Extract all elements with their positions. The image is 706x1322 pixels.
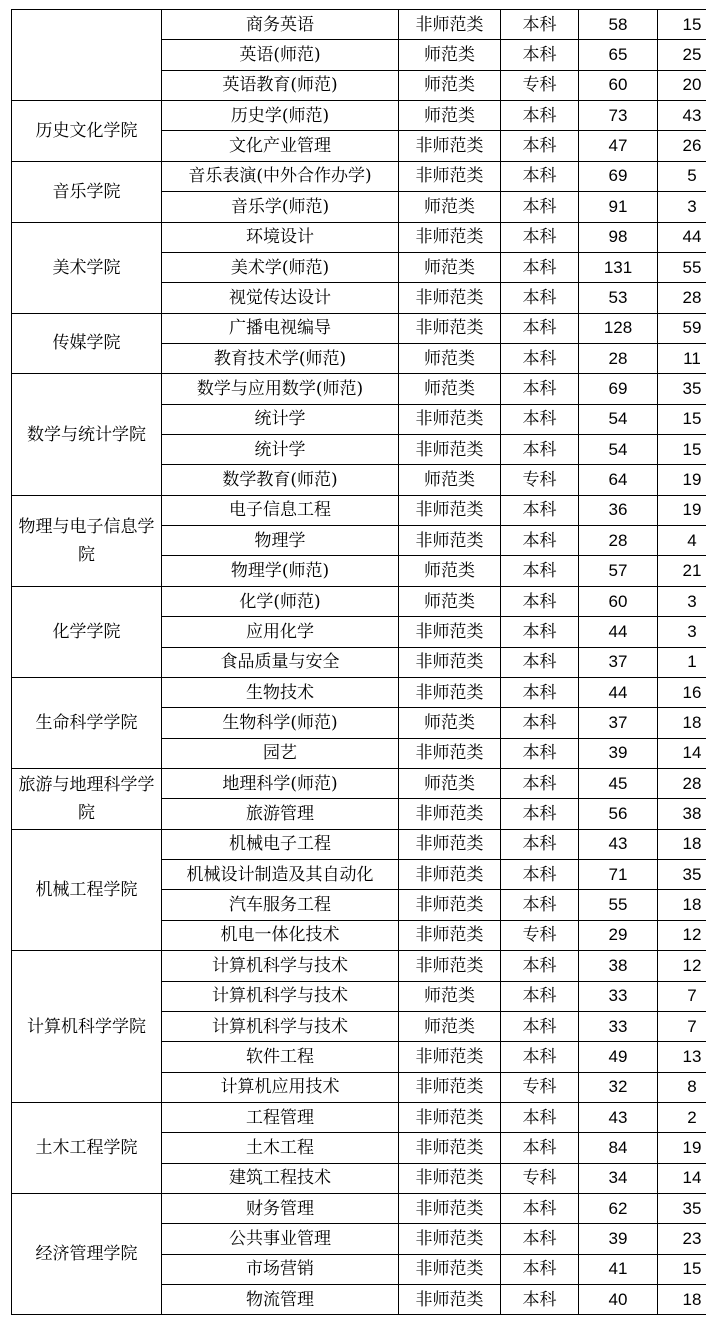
number-cell-2: 15 bbox=[658, 404, 706, 434]
major-cell: 计算机科学与技术 bbox=[162, 981, 399, 1011]
major-cell: 电子信息工程 bbox=[162, 495, 399, 525]
table-row bbox=[12, 313, 706, 343]
level-cell: 本科 bbox=[501, 283, 579, 313]
major-cell: 工程管理 bbox=[162, 1102, 399, 1132]
college-cell: 历史文化学院 bbox=[12, 101, 162, 162]
major-cell: 数学与应用数学(师范) bbox=[162, 374, 399, 404]
level-cell: 本科 bbox=[501, 222, 579, 252]
number-cell-2: 18 bbox=[658, 1285, 706, 1315]
number-cell-2: 26 bbox=[658, 131, 706, 161]
number-cell-1: 44 bbox=[579, 677, 658, 707]
number-cell-1: 53 bbox=[579, 283, 658, 313]
number-cell-2: 21 bbox=[658, 556, 706, 586]
table-row bbox=[12, 677, 706, 707]
number-cell-2: 55 bbox=[658, 252, 706, 282]
major-cell: 生物科学(师范) bbox=[162, 708, 399, 738]
level-cell: 本科 bbox=[501, 40, 579, 70]
table-row bbox=[12, 495, 706, 525]
college-cell: 数学与统计学院 bbox=[12, 374, 162, 495]
major-cell: 数学教育(师范) bbox=[162, 465, 399, 495]
major-cell: 市场营销 bbox=[162, 1254, 399, 1284]
major-cell: 机械设计制造及其自动化 bbox=[162, 860, 399, 890]
number-cell-1: 37 bbox=[579, 647, 658, 677]
number-cell-2: 19 bbox=[658, 1133, 706, 1163]
category-cell: 非师范类 bbox=[399, 313, 501, 343]
level-cell: 本科 bbox=[501, 981, 579, 1011]
number-cell-2: 44 bbox=[658, 222, 706, 252]
college-cell: 美术学院 bbox=[12, 222, 162, 313]
category-cell: 非师范类 bbox=[399, 161, 501, 191]
category-cell: 非师范类 bbox=[399, 890, 501, 920]
number-cell-1: 55 bbox=[579, 890, 658, 920]
number-cell-2: 13 bbox=[658, 1042, 706, 1072]
major-cell: 园艺 bbox=[162, 738, 399, 768]
level-cell: 本科 bbox=[501, 617, 579, 647]
level-cell: 本科 bbox=[501, 1133, 579, 1163]
number-cell-1: 37 bbox=[579, 708, 658, 738]
number-cell-2: 18 bbox=[658, 890, 706, 920]
number-cell-1: 98 bbox=[579, 222, 658, 252]
level-cell: 本科 bbox=[501, 708, 579, 738]
major-cell: 公共事业管理 bbox=[162, 1224, 399, 1254]
category-cell: 非师范类 bbox=[399, 647, 501, 677]
number-cell-2: 15 bbox=[658, 435, 706, 465]
number-cell-1: 44 bbox=[579, 617, 658, 647]
number-cell-1: 54 bbox=[579, 435, 658, 465]
category-cell: 非师范类 bbox=[399, 951, 501, 981]
category-cell: 非师范类 bbox=[399, 617, 501, 647]
level-cell: 本科 bbox=[501, 1254, 579, 1284]
number-cell-2: 3 bbox=[658, 586, 706, 616]
major-cell: 财务管理 bbox=[162, 1194, 399, 1224]
number-cell-2: 4 bbox=[658, 526, 706, 556]
number-cell-2: 38 bbox=[658, 799, 706, 829]
level-cell: 本科 bbox=[501, 161, 579, 191]
category-cell: 非师范类 bbox=[399, 1163, 501, 1193]
level-cell: 专科 bbox=[501, 465, 579, 495]
number-cell-1: 64 bbox=[579, 465, 658, 495]
number-cell-2: 20 bbox=[658, 70, 706, 100]
level-cell: 本科 bbox=[501, 526, 579, 556]
college-cell: 旅游与地理科学学院 bbox=[12, 768, 162, 829]
number-cell-1: 131 bbox=[579, 252, 658, 282]
category-cell: 非师范类 bbox=[399, 1224, 501, 1254]
college-cell: 传媒学院 bbox=[12, 313, 162, 374]
level-cell: 专科 bbox=[501, 1072, 579, 1102]
number-cell-1: 33 bbox=[579, 1011, 658, 1041]
number-cell-1: 69 bbox=[579, 161, 658, 191]
major-cell: 计算机科学与技术 bbox=[162, 1011, 399, 1041]
level-cell: 本科 bbox=[501, 495, 579, 525]
table-row bbox=[12, 1194, 706, 1224]
level-cell: 本科 bbox=[501, 860, 579, 890]
major-cell: 历史学(师范) bbox=[162, 101, 399, 131]
number-cell-2: 18 bbox=[658, 708, 706, 738]
number-cell-2: 7 bbox=[658, 1011, 706, 1041]
enrollment-table bbox=[11, 9, 706, 1315]
level-cell: 本科 bbox=[501, 101, 579, 131]
major-cell: 食品质量与安全 bbox=[162, 647, 399, 677]
category-cell: 师范类 bbox=[399, 101, 501, 131]
major-cell: 化学(师范) bbox=[162, 586, 399, 616]
number-cell-1: 60 bbox=[579, 70, 658, 100]
level-cell: 本科 bbox=[501, 1042, 579, 1072]
number-cell-2: 14 bbox=[658, 738, 706, 768]
table-row bbox=[12, 374, 706, 404]
major-cell: 土木工程 bbox=[162, 1133, 399, 1163]
level-cell: 本科 bbox=[501, 738, 579, 768]
number-cell-2: 19 bbox=[658, 495, 706, 525]
category-cell: 师范类 bbox=[399, 192, 501, 222]
major-cell: 教育技术学(师范) bbox=[162, 343, 399, 373]
category-cell: 师范类 bbox=[399, 1011, 501, 1041]
number-cell-1: 91 bbox=[579, 192, 658, 222]
college-cell: 音乐学院 bbox=[12, 161, 162, 222]
table-row bbox=[12, 951, 706, 981]
major-cell: 文化产业管理 bbox=[162, 131, 399, 161]
number-cell-2: 2 bbox=[658, 1102, 706, 1132]
major-cell: 视觉传达设计 bbox=[162, 283, 399, 313]
number-cell-1: 56 bbox=[579, 799, 658, 829]
college-cell: 计算机科学学院 bbox=[12, 951, 162, 1103]
college-cell: 机械工程学院 bbox=[12, 829, 162, 950]
level-cell: 本科 bbox=[501, 1285, 579, 1315]
table-row bbox=[12, 829, 706, 859]
category-cell: 非师范类 bbox=[399, 222, 501, 252]
level-cell: 本科 bbox=[501, 131, 579, 161]
number-cell-1: 71 bbox=[579, 860, 658, 890]
category-cell: 非师范类 bbox=[399, 10, 501, 40]
table-row bbox=[12, 10, 706, 40]
number-cell-1: 60 bbox=[579, 586, 658, 616]
college-cell: 经济管理学院 bbox=[12, 1194, 162, 1315]
major-cell: 音乐表演(中外合作办学) bbox=[162, 161, 399, 191]
number-cell-2: 23 bbox=[658, 1224, 706, 1254]
number-cell-1: 32 bbox=[579, 1072, 658, 1102]
number-cell-1: 54 bbox=[579, 404, 658, 434]
number-cell-2: 35 bbox=[658, 1194, 706, 1224]
category-cell: 非师范类 bbox=[399, 1194, 501, 1224]
major-cell: 商务英语 bbox=[162, 10, 399, 40]
major-cell: 汽车服务工程 bbox=[162, 890, 399, 920]
level-cell: 本科 bbox=[501, 374, 579, 404]
number-cell-2: 14 bbox=[658, 1163, 706, 1193]
category-cell: 非师范类 bbox=[399, 799, 501, 829]
number-cell-1: 43 bbox=[579, 829, 658, 859]
number-cell-1: 57 bbox=[579, 556, 658, 586]
level-cell: 本科 bbox=[501, 252, 579, 282]
number-cell-1: 65 bbox=[579, 40, 658, 70]
level-cell: 本科 bbox=[501, 1102, 579, 1132]
level-cell: 本科 bbox=[501, 1011, 579, 1041]
category-cell: 非师范类 bbox=[399, 526, 501, 556]
table-body bbox=[12, 10, 706, 1315]
number-cell-1: 28 bbox=[579, 343, 658, 373]
major-cell: 机械电子工程 bbox=[162, 829, 399, 859]
number-cell-2: 8 bbox=[658, 1072, 706, 1102]
major-cell: 统计学 bbox=[162, 404, 399, 434]
college-cell: 物理与电子信息学院 bbox=[12, 495, 162, 586]
category-cell: 师范类 bbox=[399, 981, 501, 1011]
number-cell-2: 1 bbox=[658, 647, 706, 677]
category-cell: 师范类 bbox=[399, 70, 501, 100]
table-row bbox=[12, 768, 706, 798]
category-cell: 非师范类 bbox=[399, 829, 501, 859]
category-cell: 非师范类 bbox=[399, 1285, 501, 1315]
number-cell-2: 12 bbox=[658, 920, 706, 950]
table-row bbox=[12, 101, 706, 131]
level-cell: 专科 bbox=[501, 70, 579, 100]
major-cell: 物理学 bbox=[162, 526, 399, 556]
major-cell: 旅游管理 bbox=[162, 799, 399, 829]
category-cell: 非师范类 bbox=[399, 1072, 501, 1102]
category-cell: 师范类 bbox=[399, 40, 501, 70]
number-cell-2: 7 bbox=[658, 981, 706, 1011]
number-cell-1: 38 bbox=[579, 951, 658, 981]
level-cell: 本科 bbox=[501, 343, 579, 373]
number-cell-1: 49 bbox=[579, 1042, 658, 1072]
category-cell: 师范类 bbox=[399, 252, 501, 282]
category-cell: 非师范类 bbox=[399, 283, 501, 313]
category-cell: 师范类 bbox=[399, 768, 501, 798]
table-row bbox=[12, 586, 706, 616]
category-cell: 师范类 bbox=[399, 556, 501, 586]
major-cell: 广播电视编导 bbox=[162, 313, 399, 343]
level-cell: 本科 bbox=[501, 677, 579, 707]
level-cell: 本科 bbox=[501, 586, 579, 616]
category-cell: 师范类 bbox=[399, 343, 501, 373]
major-cell: 建筑工程技术 bbox=[162, 1163, 399, 1193]
level-cell: 本科 bbox=[501, 768, 579, 798]
number-cell-2: 43 bbox=[658, 101, 706, 131]
level-cell: 本科 bbox=[501, 1224, 579, 1254]
level-cell: 本科 bbox=[501, 799, 579, 829]
category-cell: 非师范类 bbox=[399, 677, 501, 707]
number-cell-1: 73 bbox=[579, 101, 658, 131]
number-cell-2: 35 bbox=[658, 374, 706, 404]
number-cell-2: 15 bbox=[658, 1254, 706, 1284]
major-cell: 统计学 bbox=[162, 435, 399, 465]
category-cell: 非师范类 bbox=[399, 435, 501, 465]
number-cell-1: 84 bbox=[579, 1133, 658, 1163]
level-cell: 本科 bbox=[501, 647, 579, 677]
number-cell-1: 58 bbox=[579, 10, 658, 40]
number-cell-2: 28 bbox=[658, 283, 706, 313]
category-cell: 非师范类 bbox=[399, 920, 501, 950]
level-cell: 本科 bbox=[501, 313, 579, 343]
category-cell: 非师范类 bbox=[399, 1102, 501, 1132]
number-cell-1: 39 bbox=[579, 738, 658, 768]
number-cell-1: 69 bbox=[579, 374, 658, 404]
category-cell: 非师范类 bbox=[399, 404, 501, 434]
major-cell: 计算机科学与技术 bbox=[162, 951, 399, 981]
number-cell-2: 35 bbox=[658, 860, 706, 890]
number-cell-2: 3 bbox=[658, 617, 706, 647]
number-cell-1: 28 bbox=[579, 526, 658, 556]
major-cell: 计算机应用技术 bbox=[162, 1072, 399, 1102]
category-cell: 非师范类 bbox=[399, 1042, 501, 1072]
category-cell: 非师范类 bbox=[399, 738, 501, 768]
number-cell-1: 43 bbox=[579, 1102, 658, 1132]
major-cell: 物理学(师范) bbox=[162, 556, 399, 586]
college-cell bbox=[12, 10, 162, 101]
number-cell-2: 5 bbox=[658, 161, 706, 191]
college-cell: 土木工程学院 bbox=[12, 1102, 162, 1193]
table-row bbox=[12, 222, 706, 252]
number-cell-2: 3 bbox=[658, 192, 706, 222]
number-cell-2: 25 bbox=[658, 40, 706, 70]
level-cell: 本科 bbox=[501, 890, 579, 920]
level-cell: 本科 bbox=[501, 951, 579, 981]
major-cell: 地理科学(师范) bbox=[162, 768, 399, 798]
number-cell-2: 28 bbox=[658, 768, 706, 798]
level-cell: 本科 bbox=[501, 1194, 579, 1224]
number-cell-1: 33 bbox=[579, 981, 658, 1011]
category-cell: 师范类 bbox=[399, 374, 501, 404]
major-cell: 软件工程 bbox=[162, 1042, 399, 1072]
number-cell-2: 12 bbox=[658, 951, 706, 981]
category-cell: 非师范类 bbox=[399, 1254, 501, 1284]
number-cell-1: 47 bbox=[579, 131, 658, 161]
number-cell-2: 16 bbox=[658, 677, 706, 707]
number-cell-1: 36 bbox=[579, 495, 658, 525]
college-cell: 生命科学学院 bbox=[12, 677, 162, 768]
major-cell: 生物技术 bbox=[162, 677, 399, 707]
level-cell: 本科 bbox=[501, 829, 579, 859]
major-cell: 音乐学(师范) bbox=[162, 192, 399, 222]
number-cell-1: 62 bbox=[579, 1194, 658, 1224]
major-cell: 机电一体化技术 bbox=[162, 920, 399, 950]
table-row bbox=[12, 161, 706, 191]
category-cell: 非师范类 bbox=[399, 1133, 501, 1163]
level-cell: 专科 bbox=[501, 920, 579, 950]
major-cell: 物流管理 bbox=[162, 1285, 399, 1315]
number-cell-1: 41 bbox=[579, 1254, 658, 1284]
number-cell-1: 40 bbox=[579, 1285, 658, 1315]
level-cell: 本科 bbox=[501, 192, 579, 222]
major-cell: 美术学(师范) bbox=[162, 252, 399, 282]
number-cell-2: 11 bbox=[658, 343, 706, 373]
number-cell-1: 45 bbox=[579, 768, 658, 798]
category-cell: 非师范类 bbox=[399, 131, 501, 161]
category-cell: 师范类 bbox=[399, 708, 501, 738]
level-cell: 本科 bbox=[501, 404, 579, 434]
number-cell-1: 128 bbox=[579, 313, 658, 343]
level-cell: 本科 bbox=[501, 435, 579, 465]
level-cell: 本科 bbox=[501, 10, 579, 40]
category-cell: 非师范类 bbox=[399, 860, 501, 890]
category-cell: 师范类 bbox=[399, 586, 501, 616]
major-cell: 英语(师范) bbox=[162, 40, 399, 70]
major-cell: 应用化学 bbox=[162, 617, 399, 647]
category-cell: 师范类 bbox=[399, 465, 501, 495]
number-cell-2: 59 bbox=[658, 313, 706, 343]
number-cell-2: 18 bbox=[658, 829, 706, 859]
number-cell-1: 29 bbox=[579, 920, 658, 950]
category-cell: 非师范类 bbox=[399, 495, 501, 525]
number-cell-1: 39 bbox=[579, 1224, 658, 1254]
number-cell-2: 19 bbox=[658, 465, 706, 495]
college-cell: 化学学院 bbox=[12, 586, 162, 677]
level-cell: 本科 bbox=[501, 556, 579, 586]
major-cell: 英语教育(师范) bbox=[162, 70, 399, 100]
major-cell: 环境设计 bbox=[162, 222, 399, 252]
number-cell-1: 34 bbox=[579, 1163, 658, 1193]
table-row bbox=[12, 1102, 706, 1132]
number-cell-2: 15 bbox=[658, 10, 706, 40]
level-cell: 专科 bbox=[501, 1163, 579, 1193]
